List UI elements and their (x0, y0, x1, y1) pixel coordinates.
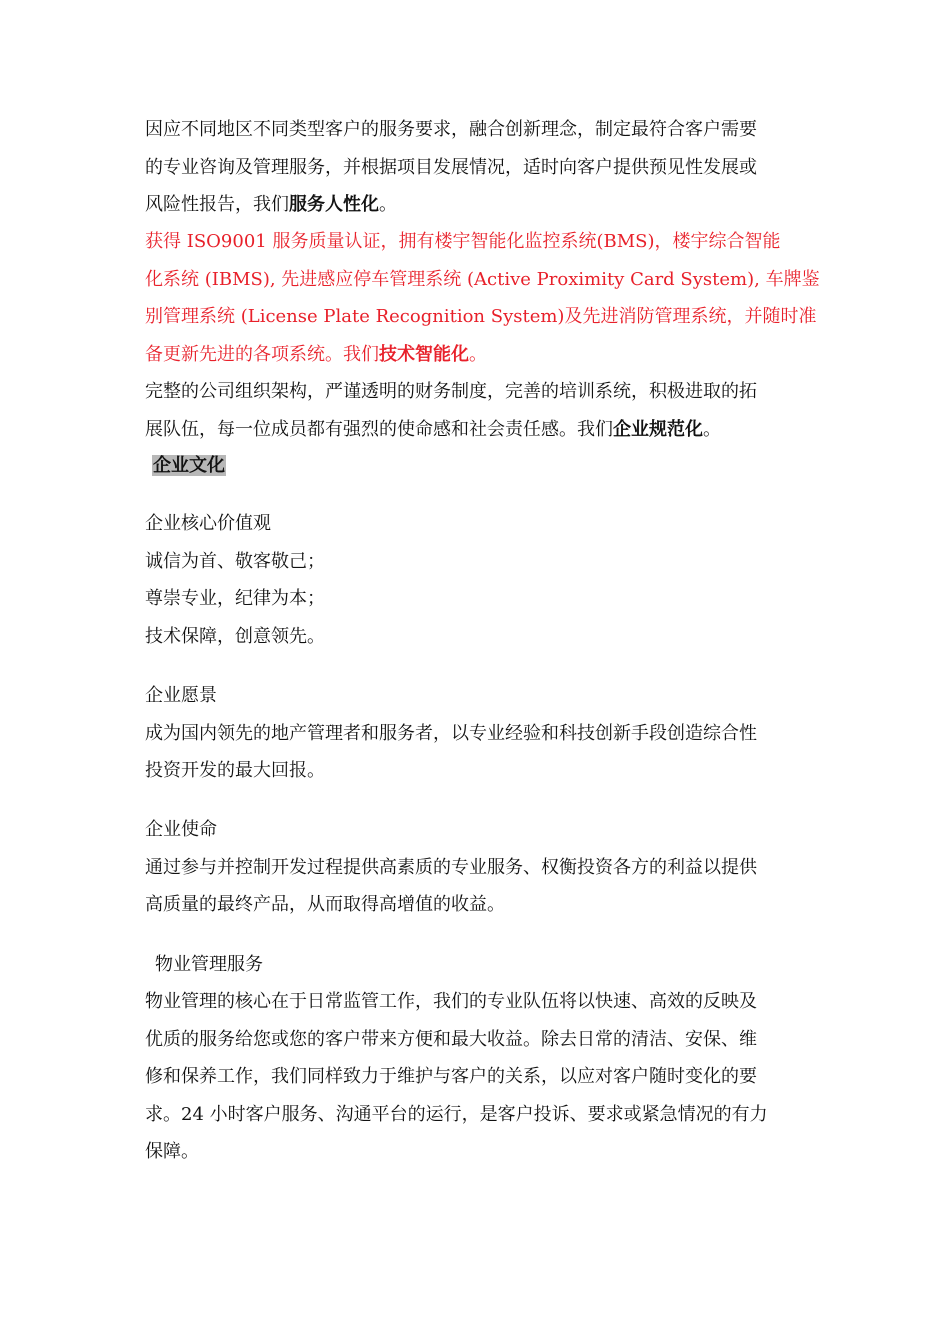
text-line: 获得 ISO9001 服务质量认证，拥有楼宇智能化监控系统(BMS)，楼宇综合智能 (145, 231, 781, 252)
text-line (145, 186, 805, 224)
text-segment: 展队伍，每一位成员都有强烈的使命感和社会责任感。我们 (145, 418, 613, 440)
text-line: 保障。 (145, 1141, 199, 1162)
text-line: 物业管理的核心在于日常监管工作，我们的专业队伍将以快速、高效的反映及 (145, 991, 757, 1012)
text-segment: 备更新先进的各项系统。我们 (145, 343, 379, 365)
service-paragraph (145, 983, 805, 1171)
text-line: 通过参与并控制开发过程提供高素质的专业服务、权衡投资各方的利益以提供 (145, 856, 757, 878)
section-title: 企业愿景 (145, 685, 217, 706)
text-line: 的专业咨询及管理服务，并根据项目发展情况，适时向客户提供预见性发展或 (145, 156, 757, 178)
text-line: 优质的服务给您或您的客户带来方便和最大收益。除去日常的清洁、安保、维 (145, 1028, 757, 1050)
service-heading (155, 946, 815, 984)
intro-paragraph-2 (145, 223, 820, 373)
text-segment: 。 (469, 343, 487, 365)
section-title: 企业核心价值观 (145, 513, 271, 534)
text-segment: 。 (379, 194, 397, 215)
culture-heading (152, 447, 812, 485)
text-line: 投资开发的最大回报。 (145, 760, 325, 781)
core-values-section (145, 505, 805, 655)
text-line (145, 411, 805, 449)
emphasis-standard: 企业规范化 (613, 418, 703, 440)
list-item: 尊崇专业，纪律为本； (145, 588, 325, 609)
text-line: 因应不同地区不同类型客户的服务要求，融合创新理念，制定最符合客户需要 (145, 119, 757, 140)
text-line: 别管理系统 (License Plate Recognition System)及先进消防管理系统，并随时准 (145, 306, 817, 327)
mission-section (145, 811, 805, 924)
culture-heading-text: 企业文化 (153, 455, 225, 476)
emphasis-technology: 技术智能化 (379, 343, 469, 365)
intro-paragraph-1 (145, 111, 805, 224)
list-item: 诚信为首、敬客敬己； (145, 550, 325, 572)
text-line (145, 336, 805, 374)
text-segment: 风险性报告，我们 (145, 194, 289, 215)
text-line: 修和保养工作，我们同样致力于维护与客户的关系，以应对客户随时变化的要 (145, 1066, 757, 1087)
text-line: 求。24 小时客户服务、沟通平台的运行，是客户投诉、要求或紧急情况的有力 (145, 1103, 768, 1125)
section-title: 企业使命 (145, 819, 217, 840)
vision-section (145, 677, 805, 790)
text-line: 化系统 (IBMS), 先进感应停车管理系统 (Active Proximity Card System), 车牌鉴 (145, 268, 820, 290)
text-segment: 。 (703, 418, 721, 440)
emphasis-service: 服务人性化 (289, 194, 379, 215)
service-title: 物业管理服务 (155, 954, 263, 975)
text-line: 成为国内领先的地产管理者和服务者，以专业经验和科技创新手段创造综合性 (145, 722, 757, 744)
text-line: 完整的公司组织架构，严谨透明的财务制度，完善的培训系统，积极进取的拓 (145, 381, 757, 402)
intro-paragraph-3 (145, 373, 805, 448)
text-line: 高质量的最终产品，从而取得高增值的收益。 (145, 894, 505, 915)
list-item: 技术保障，创意领先。 (145, 625, 325, 647)
